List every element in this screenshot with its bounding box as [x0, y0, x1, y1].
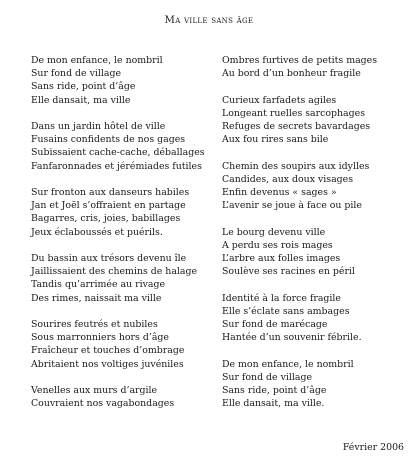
- poem-title: Ma ville sans âge: [164, 15, 254, 26]
- poem-line: A perdu ses rois mages: [222, 239, 333, 251]
- poem-line: Sous marronniers hors d’âge: [31, 332, 169, 344]
- poem-line: Aux fou rires sans bile: [222, 134, 329, 146]
- poem-line: Candides, aux doux visages: [222, 173, 354, 185]
- poem-line: Elle s’éclate sans ambages: [222, 305, 350, 317]
- poem-line: Elle dansait, ma ville.: [222, 398, 325, 410]
- poem-line: Fanfaronnades et jérémiades futiles: [31, 160, 202, 172]
- poem-line: Du bassin aux trésors devenu île: [31, 253, 187, 264]
- stanza: [222, 160, 408, 213]
- poem-column-right: [222, 54, 408, 410]
- poem-line: De mon enfance, le nombril: [222, 358, 354, 370]
- stanza: [222, 358, 408, 411]
- poem-line: Au bord d’un bonheur fragile: [222, 68, 361, 80]
- poem-line: Sur fronton aux danseurs habiles: [31, 187, 190, 198]
- poem-line: Sans ride, point d’âge: [31, 81, 136, 93]
- stanza: [222, 292, 408, 345]
- poem-line: Jaillissaient des chemins de halage: [31, 266, 198, 278]
- poem-line: Sur fond de village: [31, 68, 122, 80]
- poem-line: Identité à la force fragile: [222, 292, 341, 304]
- poem-line: Soulève ses racines en péril: [222, 266, 355, 278]
- poem-line: Sur fond de village: [222, 371, 313, 383]
- poem-line: De mon enfance, le nombril: [31, 55, 163, 66]
- poem-line: Jan et Joël s’offraient en partage: [31, 200, 186, 212]
- poem-line: Refuges de secrets bavardages: [222, 121, 371, 132]
- stanza: [31, 120, 217, 173]
- poem-line: Hantée d’un souvenir fébrile.: [222, 332, 362, 344]
- poem-line: Tandis qu’arrimée au rivage: [31, 279, 165, 291]
- poem-line: Fusains confidents de nos gages: [31, 134, 186, 146]
- poem-line: Venelles aux murs d’argile: [31, 385, 158, 396]
- poem-line: Ombres furtives de petits mages: [222, 55, 378, 66]
- poem-line: L’avenir se joue à face ou pile: [222, 200, 362, 212]
- stanza: [222, 94, 408, 147]
- poem-line: Chemin des soupirs aux idylles: [222, 160, 370, 172]
- stanza: [31, 252, 217, 305]
- poem-line: Sourires feutrés et nubiles: [31, 319, 158, 330]
- poem-line: Le bourg devenu ville: [222, 226, 326, 238]
- poem-line: Fraîcheur et touches d’ombrage: [31, 345, 185, 357]
- poem-line: Sans ride, point d’âge: [222, 385, 327, 396]
- poem-line: Abritaient nos voltiges juvéniles: [31, 358, 184, 370]
- poem-line: Elle dansait, ma ville: [31, 94, 131, 106]
- stanza: [31, 318, 217, 371]
- poem-line: L’arbre aux folles images: [222, 253, 341, 264]
- poem-line: Subissaient cache-cache, déballages: [31, 147, 205, 159]
- stanza: [31, 384, 217, 410]
- poem-line: Dans un jardin hôtel de ville: [31, 121, 166, 132]
- poem-line: Couvraient nos vagabondages: [31, 398, 175, 410]
- poem-line: Curieux farfadets agiles: [222, 94, 337, 106]
- stanza: [31, 54, 217, 107]
- poem-line: Bagarres, cris, joies, babillages: [31, 213, 181, 225]
- poem-line: Sur fond de marécage: [222, 319, 328, 330]
- stanza: [222, 54, 408, 80]
- stanza: [31, 186, 217, 239]
- poem-line: Enfin devenus « sages »: [222, 187, 337, 198]
- poem-date: Février 2006: [342, 442, 404, 453]
- stanza: [222, 226, 408, 279]
- poem-line: Longeant ruelles sarcophages: [222, 107, 366, 119]
- poem-column-left: [31, 54, 217, 410]
- poem-line: Des rimes, naissait ma ville: [31, 292, 162, 304]
- poem-line: Jeux éclaboussés et puérils.: [31, 226, 163, 238]
